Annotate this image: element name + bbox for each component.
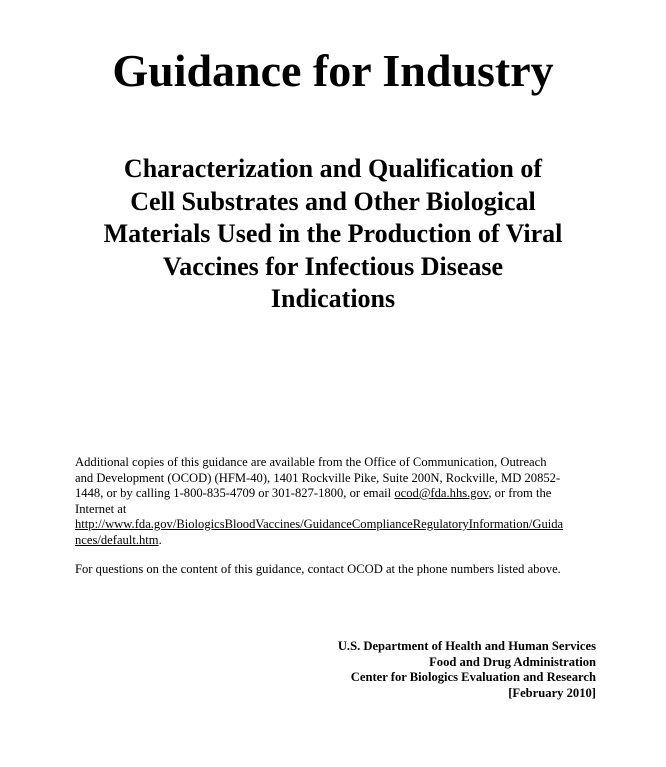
subtitle-line: Vaccines for Infectious Disease (162, 251, 504, 281)
availability-line (75, 533, 603, 549)
issuer-agency: Food and Drug Administration (429, 654, 596, 669)
subtitle-line: Cell Substrates and Other Biological (130, 186, 536, 216)
email-link[interactable]: ocod@fda.hhs.gov (394, 486, 489, 500)
document-subtitle (60, 153, 606, 316)
availability-text: , or from the (488, 486, 552, 500)
issuer-department: U.S. Department of Health and Human Services (337, 639, 596, 653)
questions-paragraph: For questions on the content of this guidance, contact OCOD at the phone numbers listed above. (75, 562, 561, 576)
issue-date: [February 2010] (508, 685, 596, 700)
availability-line: Internet at (75, 501, 127, 516)
url-period: . (158, 532, 162, 547)
availability-line (75, 486, 603, 502)
guidance-url-link[interactable]: http://www.fda.gov/BiologicsBloodVaccines/GuidanceComplianceRegulatoryInformation/Guida (75, 517, 564, 531)
issuer-block (338, 639, 596, 701)
subtitle-line: Characterization and Qualification of (123, 154, 543, 183)
subtitle-line: Materials Used in the Production of Viral (103, 219, 563, 248)
availability-paragraph (75, 455, 603, 548)
availability-line: and Development (OCOD) (HFM-40), 1401 Rockville Pike, Suite 200N, Rockville, MD 20852- (75, 470, 561, 485)
availability-line: Additional copies of this guidance are available from the Office of Communication, Outreach (75, 455, 547, 469)
subtitle-line: Indications (270, 284, 396, 313)
guidance-url-link-continued[interactable]: nces/default.htm (75, 532, 159, 547)
page-title: Guidance for Industry (112, 45, 554, 96)
issuer-center: Center for Biologics Evaluation and Research (350, 670, 596, 684)
availability-text: 1448, or by calling 1-800-835-4709 or 301-827-1800, or email (75, 486, 395, 500)
